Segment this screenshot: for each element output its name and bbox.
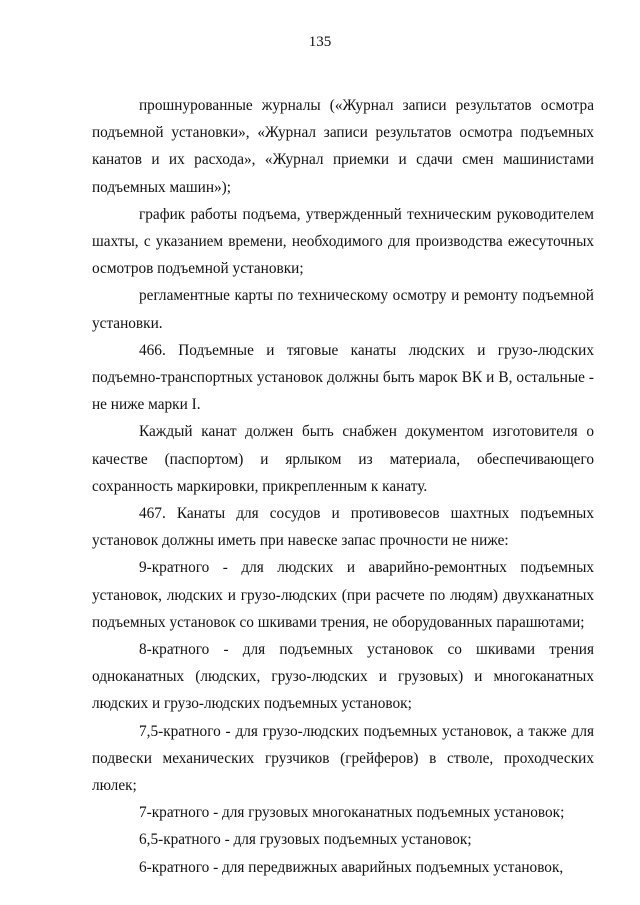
document-body (92, 92, 594, 881)
page-number: 135 (308, 34, 332, 50)
paragraph: 8-кратного - для подъемных установок со шкивами трения одноканатных (людских, грузо-людских и грузовых) и многоканатных людских и грузо-людских подъемных установок; (92, 641, 594, 713)
paragraph: 466. Подъемные и тяговые канаты людских и грузо-людских подъемно-транспортных установок должны быть марок ВК и В, остальные - не ниже марки I. (92, 341, 594, 414)
paragraph: 7,5-кратного - для грузо-людских подъемных установок, а также для подвески механических грузчиков (грейферов) в стволе, проходческих люлек; (92, 722, 594, 795)
paragraph: 6,5-кратного - для грузовых подъемных установок; (139, 831, 472, 849)
paragraph: Каждый канат должен быть снабжен документом изготовителя о качестве (паспортом) и ярлыком из материала, обеспечивающего сохранность маркировки, прикрепленным к канату. (92, 423, 594, 495)
paragraph: 7-кратного - для грузовых многоканатных подъемных установок; (139, 804, 565, 822)
paragraph: график работы подъема, утвержденный техническим руководителем шахты, с указанием времени, необходимого для производства ежесуточных осмотров подъемной установки; (92, 205, 594, 278)
paragraph: 6-кратного - для передвижных аварийных подъемных установок, (139, 858, 564, 876)
paragraph: регламентные карты по техническому осмотру и ремонту подъемной установки. (92, 287, 594, 332)
paragraph: 467. Канаты для сосудов и противовесов шахтных подъемных установок должны иметь при навеске запас прочности не ниже: (92, 505, 594, 550)
paragraph: 9-кратного - для людских и аварийно-ремонтных подъемных установок, людских и грузо-людских (при расчете по людям) двухканатных подъемных установок со шкивами трения, не оборудованных парашютами; (92, 559, 594, 631)
paragraph: прошнурованные журналы («Журнал записи результатов осмотра подъемной установки», «Журнал записи результатов осмотра подъемных канатов и их расхода», «Журнал приемки и сдачи смен машинистами подъемных машин»); (92, 97, 594, 196)
